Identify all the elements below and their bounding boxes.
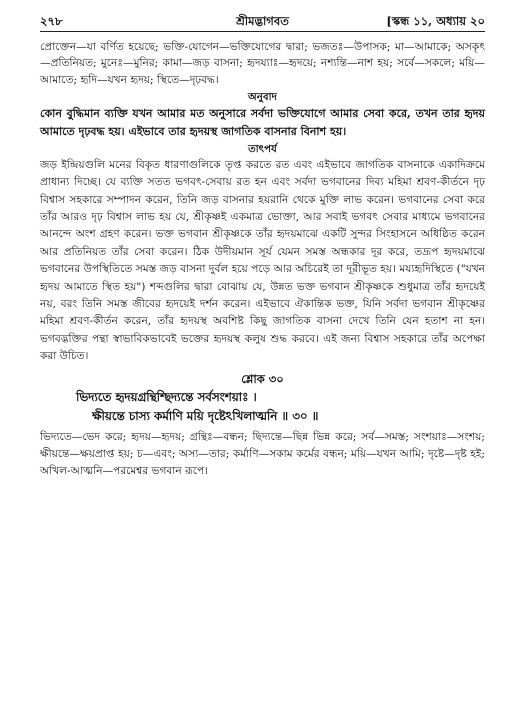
verse-line-1: ভিদ্যতে হৃদয়গ্রন্থিশ্ছিদ্যন্তে সর্বসংশয়াঃ । [76, 389, 257, 404]
page-header [40, 13, 485, 29]
word-synonyms-top: প্রোক্তেন—যা বর্ণিত হয়েছে; ভক্তি-যোগেন—ভক্তিযোগের দ্বারা; ভজতঃ—উপাসক; মা—আমাকে; অসকৃৎ—প্রতিনিয়ত; মুনেঃ—মুনির; কামা—জড় বাসনা; হৃদয্যাঃ—হৃদয়ে; নশ্যন্তি—নাশ হয়; সর্বে—সকলে; ময়ি—আমাতে; হৃদি—যখন হৃদয়; স্থিতে—দৃঢ়বদ্ধ। [40, 41, 485, 86]
book-title: শ্রীমদ্ভাগবত [236, 14, 289, 28]
translation-heading: অনুবাদ [248, 91, 277, 104]
purport-heading: তাৎপর্য [248, 142, 277, 155]
header-divider [40, 31, 485, 32]
chapter-reference: [স্কন্ধ ১১, অধ্যায় ২০ [386, 14, 485, 28]
page-number: ২৭৮ [40, 14, 63, 28]
purport-text: জড় ইন্দ্রিয়গুলি মনের বিকৃত ধারণাগুলিকে তৃপ্ত করতে রত এবং এইভাবে জাগতিক বাসনাকে একাদিক্রমে প্রাধান্য দিচ্ছে। যে ব্যক্তি সতত ভগবৎ-সেবায় রত হন এবং সর্বদা ভগবানের দিব্য মহিমা শ্রবণ-কীর্তনে দৃঢ় বিশ্বাস সহকারে সম্পাদন করেন, তিনি জড় বাসনার হয়রানি থেকে মুক্তি লাভ করেন। ভগবানের সেবা করে তাঁর আরও দৃঢ় বিশ্বাস লাভ হয় যে, শ্রীকৃষ্ণই একমাত্র ভোক্তা, আর সবাই ভগবৎ সেবার মাধ্যমে ভগবানের আনন্দে অংশ গ্রহণ করেন। ভক্ত ভগবান শ্রীকৃষ্ণকে তাঁর হৃদয়মাঝে একটি সুন্দর সিংহাসনে অধিষ্ঠিত করেন আর প্রতিনিয়ত তাঁর সেবা করেন। ঠিক উদীয়মান সূর্য যেমন সমস্ত অন্ধকার দূর করে, তদ্রূপ হৃদয়মাঝে ভগবানের উপস্থিতিতে সমস্ত জড় বাসনা দুর্বল হয়ে পড়ে আর অচিরেই তা দূরীভূত হয়। ময্যহৃদিস্থিতে ("যখন হৃদয় আমাতে স্থিত হয়") শব্দগুলির দ্বারা বোঝায় যে, উন্নত ভক্ত ভগবান শ্রীকৃষ্ণকে শুধুমাত্র তাঁর হৃদয়েই নয়, বরং তিনি সমস্ত জীবের হৃদয়েই দর্শন করেন। এইভাবে ঐকান্তিক ভক্ত, যিনি সর্বদা ভগবান শ্রীকৃষ্ণের মহিমা শ্রবণ-কীর্তন করেন, তাঁর হৃদয়স্থ অবশিষ্ট কিছু জাগতিক বাসনা দেখে তিনি যেন হতাশ না হন। ভগবদ্ভক্তির পন্থা স্বাভাবিকভাবেই ভক্তের হৃদয়স্থ কলুষ শুদ্ধ করবে। এই জন্য বিশ্বাস সহকারে তাঁর অপেক্ষা করা উচিত। [40, 158, 485, 363]
translation-text: কোন বুদ্ধিমান ব্যক্তি যখন আমার মত অনুসারে সর্বদা ভক্তিযোগে আমার সেবা করে, তখন তার হৃদয় আমাতে দৃঢ়বদ্ধ হয়। এইভাবে তার হৃদয়স্থ জাগতিক বাসনার বিনাশ হয়। [40, 107, 485, 138]
verse-line-2: ক্ষীয়ন্তে চাস্য কর্মাণি ময়ি দৃষ্টেঽখিলাত্মনি ॥ ৩০ ॥ [92, 408, 319, 423]
word-synonyms-bottom: ভিদ্যতে—ভেদ করে; হৃদয়—হৃদয়; গ্রন্থিঃ—বন্ধন; ছিদ্যন্তে—ছিন্ন ভিন্ন করে; সর্ব—সমস্ত; সংশয়াঃ—সংশয়; ক্ষীয়ন্তে—ক্ষয়প্রাপ্ত হয়; চ—এবং; অস্য—তার; কর্মাণি—সকাম কর্মের বন্ধন; ময়ি—যখন আমি; দৃষ্টে—দৃষ্ট হই; অখিল-আত্মনি—পরমেশ্বর ভগবান রূপে। [40, 430, 485, 477]
verse-heading: শ্লোক ৩০ [241, 371, 284, 386]
page-body [40, 39, 485, 480]
